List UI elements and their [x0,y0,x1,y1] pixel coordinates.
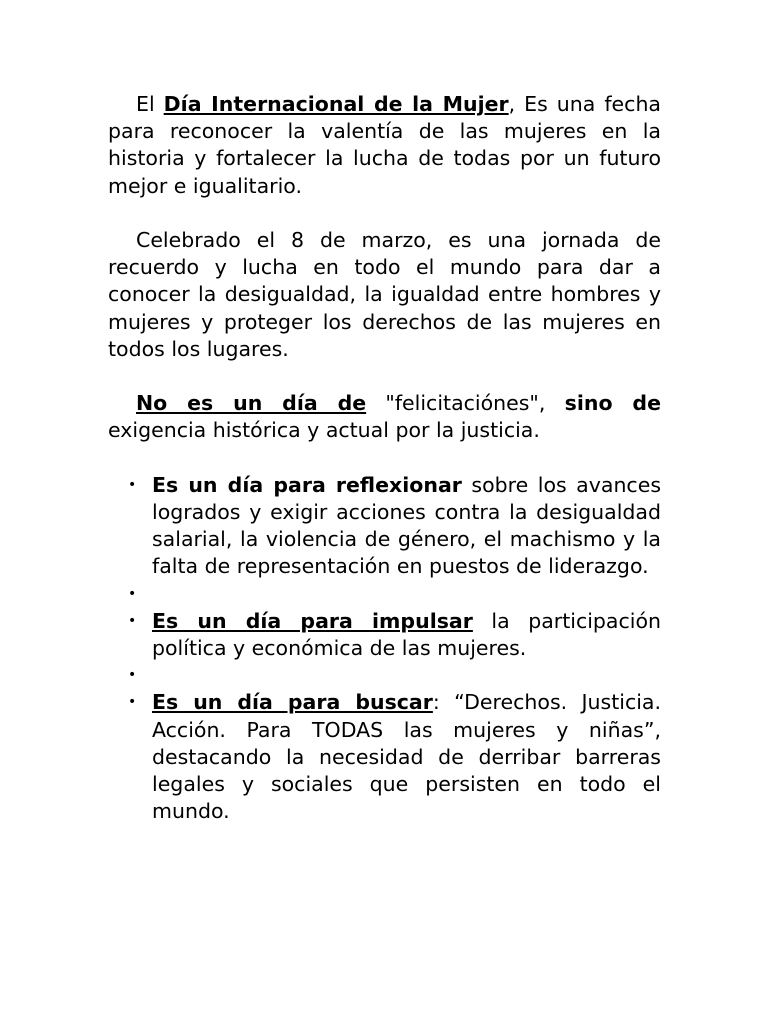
list-item-emphasis: Es un día para buscar [152,690,433,715]
list-item-text: : “Derechos. Justicia. Acción. Para TODAS las mujeres y niñas”, destacando la necesidad de derribar barreras legales y sociales que persisten en todo el mundo. [152,690,662,824]
paragraph-spacer [108,445,661,472]
celebration-paragraph: Celebrado el 8 de marzo, es una jornada de recuerdo y lucha en todo el mundo para dar a conocer la desigualdad, la igualdad entre hombres y mujeres y proteger los derechos de las mujeres en todos los lugares. [108,228,661,361]
bullet-icon: • [128,476,137,493]
document-body [108,91,661,825]
bullet-icon: • [128,612,137,629]
exigency-paragraph [108,390,661,444]
exigency-emphasis-2: sino de [564,391,661,416]
list-item-empty [108,581,661,608]
exigency-emphasis-1: No es un día de [136,391,367,416]
list-item-emphasis: Es un día para impulsar [152,608,473,633]
bullet-icon: • [128,694,137,711]
intro-lead: El [136,92,164,116]
intro-text: , Es una fecha para reconocer la valentía de las mujeres en la historia y fortalecer la lucha de todas por un futuro mejor e igualitario. [108,92,661,198]
paragraph-spacer [108,363,661,390]
list-item-buscar [108,689,661,825]
list-item-text: la participación política y económica de las mujeres. [152,608,661,660]
list-item-reflexionar [108,472,661,581]
paragraph-spacer [108,200,661,227]
list-item-emphasis: Es un día para reflexionar [152,472,462,497]
bullet-icon: • [128,585,137,602]
exigency-text: exigencia histórica y actual por la justicia. [108,418,540,443]
bullet-icon: • [128,667,137,684]
exigency-quote: "felicitaciónes", [366,391,565,416]
list-item-impulsar [108,608,661,662]
list-item-empty [108,662,661,689]
bullet-list [108,472,661,826]
intro-paragraph [108,91,661,200]
list-item-text: sobre los avances logrados y exigir acciones contra la desigualdad salarial, la violencia de género, el machismo y la falta de representación en puestos de liderazgo. [152,472,661,579]
document-title: Día Internacional de la Mujer [163,92,509,116]
